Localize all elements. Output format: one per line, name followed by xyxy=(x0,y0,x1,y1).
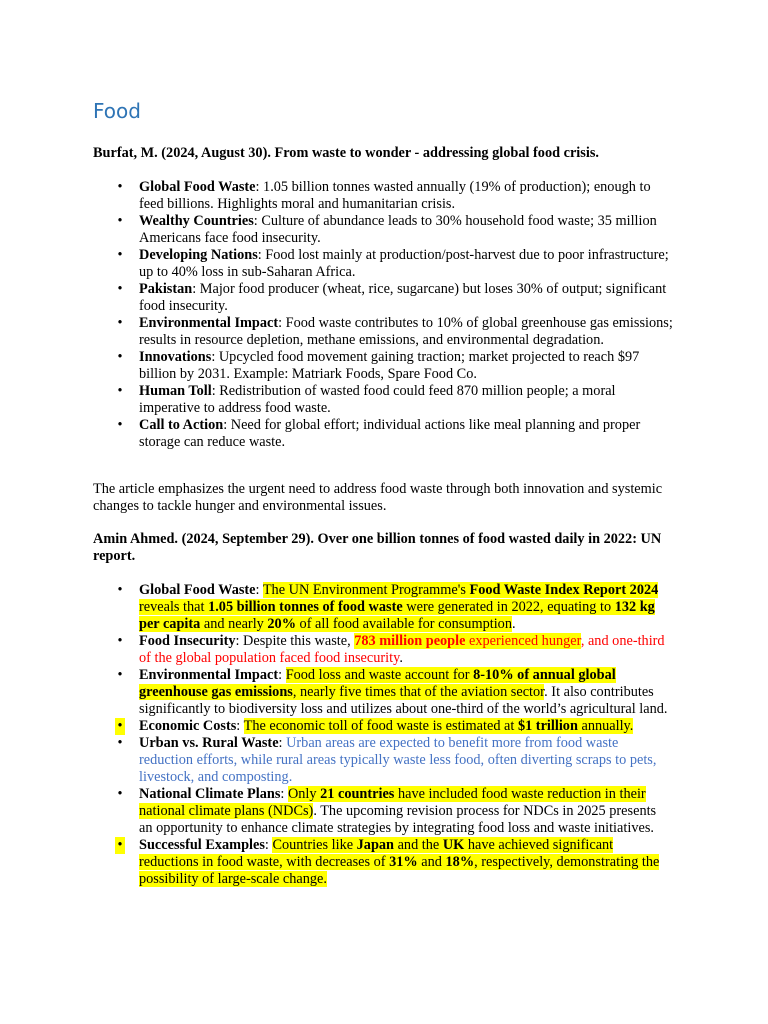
bullet-dot: • xyxy=(117,786,123,802)
bullet-dot: • xyxy=(117,247,123,263)
list-item: • National Climate Plans: Only 21 countries have included food waste reduction in their national climate plans (NDCs). The upcoming revision process for NDCs in 2025 presents an opportunity to enhance climate strategies by integrating food loss and waste initiatives. xyxy=(93,786,673,837)
bullet-list xyxy=(93,582,673,888)
bullet-text: : Culture of abundance leads to 30% household food waste; 35 million Americans face food insecurity. xyxy=(139,213,657,246)
list-item: • Food Insecurity: Despite this waste, 783 million people experienced hunger, and one-third of the global population faced food insecurity. xyxy=(93,633,673,667)
bullet-text: : Upcycled food movement gaining traction; market projected to reach $97 billion by 2031. Example: Matriark Foods, Spare Food Co. xyxy=(139,349,640,382)
article-1-citation: Burfat, M. (2024, August 30). From waste to wonder - addressing global food crisis. xyxy=(93,145,599,161)
bullet-label: Innovations xyxy=(139,349,212,365)
list-item: • Global Food Waste: The UN Environment Programme's Food Waste Index Report 2024 reveals that 1.05 billion tonnes of food waste were generated in 2022, equating to 132 kg per capita and nearly 20% of all food available for consumption. xyxy=(93,582,673,633)
list-item: • Successful Examples: Countries like Japan and the UK have achieved significant reductions in food waste, with decreases of 31% and 18%, respectively, demonstrating the possibility of large-scale change. xyxy=(93,837,673,888)
bullet-text: : Food lost mainly at production/post-harvest due to poor infrastructure; up to 40% loss in sub-Saharan Africa. xyxy=(139,247,669,280)
article-1 xyxy=(93,145,673,162)
list-item xyxy=(93,315,673,349)
bullet-dot: • xyxy=(117,735,123,751)
list-item: • Urban vs. Rural Waste: Urban areas are expected to benefit more from food waste reduction efforts, while rural areas typically waste less food, often diverting scraps to pets, livestock, and composting. xyxy=(93,735,673,786)
bullet-label: Wealthy Countries xyxy=(139,213,254,229)
bullet-label: Pakistan xyxy=(139,281,193,297)
list-item xyxy=(93,349,673,383)
article-1-bullets xyxy=(93,179,673,451)
bullet-label: Global Food Waste xyxy=(139,179,256,195)
bullet-text: : Redistribution of wasted food could feed 870 million people; a moral imperative to address food waste. xyxy=(139,383,616,416)
bullet-dot: • xyxy=(117,667,123,683)
list-item xyxy=(93,383,673,417)
bullet-dot: • xyxy=(117,349,123,365)
bullet-dot: • xyxy=(117,213,123,229)
article-2-citation: Amin Ahmed. (2024, September 29). Over one billion tonnes of food wasted daily in 2022: UN report. xyxy=(93,531,662,564)
bullet-label: Environmental Impact xyxy=(139,315,279,331)
article-1-summary-block xyxy=(93,481,673,515)
bullet-dot: • xyxy=(117,633,123,649)
bullet-dot: • xyxy=(117,383,123,399)
list-item xyxy=(93,281,673,315)
bullet-label: Human Toll xyxy=(139,383,212,399)
list-item xyxy=(93,417,673,451)
list-item xyxy=(93,213,673,247)
list-item xyxy=(93,247,673,281)
bullet-dot: • xyxy=(117,179,123,195)
bullet-text: : Major food producer (wheat, rice, sugarcane) but loses 30% of output; significant food insecurity. xyxy=(139,281,667,314)
bullet-dot: • xyxy=(117,417,123,433)
article-2-bullets xyxy=(93,582,673,888)
article-1-summary: The article emphasizes the urgent need to address food waste through both innovation and systemic changes to tackle hunger and environmental issues. xyxy=(93,481,663,514)
bullet-text: : 1.05 billion tonnes wasted annually (19% of production); enough to feed billions. Highlights moral and humanitarian crisis. xyxy=(139,179,651,212)
bullet-text: : Food waste contributes to 10% of global greenhouse gas emissions; results in resource depletion, methane emissions, and environmental degradation. xyxy=(139,315,673,348)
article-2 xyxy=(93,531,673,565)
bullet-dot: • xyxy=(117,582,123,598)
bullet-dot: • xyxy=(115,718,125,735)
section-heading: Food xyxy=(93,99,141,123)
bullet-label: Call to Action xyxy=(139,417,224,433)
bullet-dot: • xyxy=(117,315,123,331)
list-item: • Economic Costs: The economic toll of food waste is estimated at $1 trillion annually. xyxy=(93,718,673,735)
bullet-label: Developing Nations xyxy=(139,247,258,263)
bullet-dot: • xyxy=(115,837,125,854)
bullet-text: : Need for global effort; individual actions like meal planning and proper storage can reduce waste. xyxy=(139,417,641,450)
bullet-list xyxy=(93,179,673,451)
list-item: • Environmental Impact: Food loss and waste account for 8-10% of annual global greenhouse gas emissions, nearly five times that of the aviation sector. It also contributes significantly to biodiversity loss and utilizes about one-third of the world’s agricultural land. xyxy=(93,667,673,718)
list-item xyxy=(93,179,673,213)
bullet-dot: • xyxy=(117,281,123,297)
